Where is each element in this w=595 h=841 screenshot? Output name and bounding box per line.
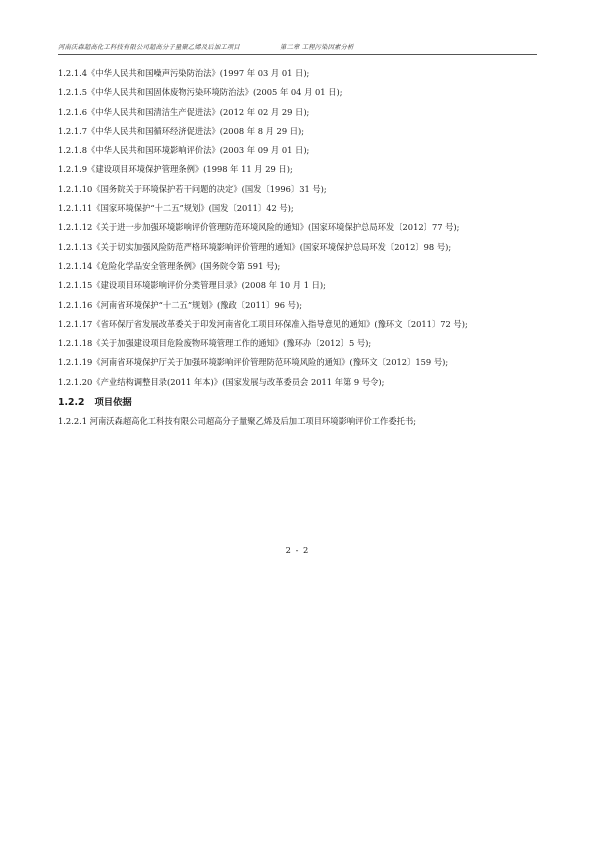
header-chapter: 第二章 工程污染因素分析 [280,44,354,51]
regulation-item: 1.2.1.20《产业结构调整目录(2011 年本)》(国家发展与改革委员会 2011 年第 9 号令); [58,376,385,387]
section-title: 项目依据 [94,397,132,409]
regulation-item: 1.2.1.19《河南省环境保护厅关于加强环境影响评价管理防范环境风险的通知》(豫环文〔2012〕159 号); [58,357,449,368]
regulation-item: 1.2.1.6《中华人民共和国清洁生产促进法》(2012 年 02 月 29 日); [58,106,310,117]
document-body [58,64,538,431]
regulation-item: 1.2.1.5《中华人民共和国固体废物污染环境防治法》(2005 年 04 月 01 日); [58,87,343,98]
regulation-item: 1.2.1.9《建设项目环境保护管理条例》(1998 年 11 月 29 日); [58,164,293,175]
regulation-item: 1.2.1.10《国务院关于环境保护若干问题的决定》(国发〔1996〕31 号); [58,183,327,194]
regulation-item: 1.2.1.11《国家环境保护“十二五”规划》(国发〔2011〕42 号); [58,203,294,214]
page-number: 2 - 2 [285,545,310,555]
header-divider [58,54,537,55]
page-header [58,40,537,54]
regulation-item: 1.2.1.12《关于进一步加强环境影响评价管理防范环境风险的通知》(国家环境保护总局环发〔2012〕77 号); [58,222,460,233]
section-heading [58,393,538,412]
section-number: 1.2.2 [58,397,85,409]
regulation-item: 1.2.1.14《危险化学品安全管理条例》(国务院令第 591 号); [58,260,281,271]
regulation-item: 1.2.1.16《河南省环境保护“十二五”规划》(豫政〔2011〕96 号); [58,299,303,310]
basis-item: 1.2.2.1 河南沃森超高化工科技有限公司超高分子量聚乙烯及后加工项目环境影响评价工作委托书; [58,416,417,427]
regulation-item: 1.2.1.18《关于加强建设项目危险废物环境管理工作的通知》(豫环办〔2012〕5 号); [58,338,372,349]
regulation-item: 1.2.1.15《建设项目环境影响评价分类管理目录》(2008 年 10 月 1 日); [58,280,326,291]
regulation-item: 1.2.1.4《中华人民共和国噪声污染防治法》(1997 年 03 月 01 日); [58,68,310,78]
regulation-item: 1.2.1.8《中华人民共和国环境影响评价法》(2003 年 09 月 01 日); [58,145,310,156]
regulation-item: 1.2.1.7《中华人民共和国循环经济促进法》(2008 年 8 月 29 日); [58,125,305,136]
regulation-item: 1.2.1.13《关于切实加强风险防范严格环境影响评价管理的通知》(国家环境保护总局环发〔2012〕98 号); [58,241,452,252]
regulation-item: 1.2.1.17《省环保厅省发展改革委关于印发河南省化工项目环保准入指导意见的通知》(豫环文〔2011〕72 号); [58,318,468,329]
header-company-project: 河南沃森超高化工科技有限公司超高分子量聚乙烯及后加工项目 [58,44,240,51]
